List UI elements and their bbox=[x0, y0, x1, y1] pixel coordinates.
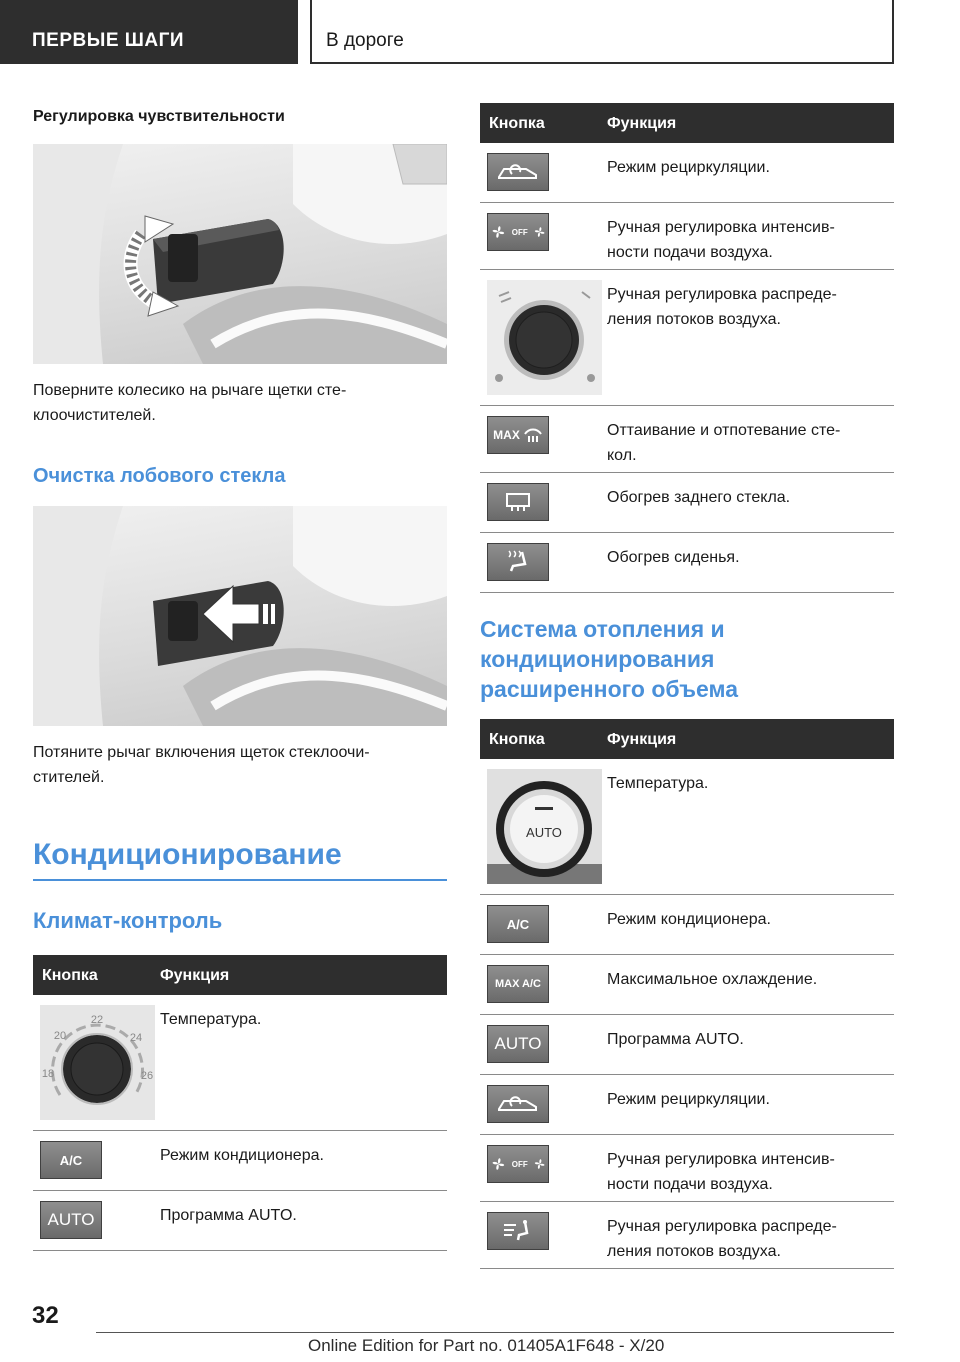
dial-label-22: 22 bbox=[90, 1014, 104, 1026]
row-function bbox=[607, 282, 886, 332]
row-function-line-1: Оттаивание и отпотевание сте- bbox=[607, 422, 841, 439]
table-row bbox=[33, 1131, 447, 1191]
col-function-header: Функция bbox=[160, 967, 230, 984]
extended-heading bbox=[480, 614, 738, 704]
row-function-line-2: ности подачи воздуха. bbox=[607, 244, 773, 261]
row-function-line-1: Ручная регулировка интенсив- bbox=[607, 219, 835, 236]
climate-heading: Климат-контроль bbox=[33, 908, 223, 933]
row-function-line-2: кол. bbox=[607, 447, 637, 464]
table-row bbox=[33, 1191, 447, 1251]
table-row bbox=[480, 1202, 894, 1269]
table-header bbox=[480, 103, 894, 143]
row-function bbox=[607, 418, 886, 468]
fan-intensity-icon bbox=[487, 213, 549, 251]
climate-buttons-table bbox=[480, 103, 894, 593]
rear-window-heating-icon bbox=[487, 483, 549, 521]
extended-heading-line-3: расширенного объема bbox=[480, 676, 739, 702]
recirculation-icon bbox=[487, 1085, 549, 1123]
table-header bbox=[480, 719, 894, 759]
recirculation-icon bbox=[487, 153, 549, 191]
row-function: Режим рециркуляции. bbox=[607, 159, 770, 176]
table-row bbox=[480, 406, 894, 473]
air-distribution-dial-image bbox=[487, 280, 602, 395]
seat-heating-icon bbox=[487, 543, 549, 581]
table-row bbox=[33, 995, 447, 1131]
col-function-header: Функция bbox=[607, 115, 677, 132]
sensitivity-text-1: Поверните колесико на рычаге щетки сте- bbox=[33, 382, 347, 399]
windshield-text-2: стителей. bbox=[33, 769, 105, 786]
extended-heading-line-1: Система отопления и bbox=[480, 616, 725, 642]
header-section-tab: ПЕРВЫЕ ШАГИ bbox=[0, 0, 298, 64]
ac-button-icon: A/C bbox=[40, 1141, 102, 1179]
row-function-line-1: Ручная регулировка интенсив- bbox=[607, 1151, 835, 1168]
footer-rule bbox=[96, 1332, 894, 1333]
table-row bbox=[480, 203, 894, 270]
table-row bbox=[480, 533, 894, 593]
col-button-header: Кнопка bbox=[489, 731, 545, 748]
col-button-header: Кнопка bbox=[489, 115, 545, 132]
row-function bbox=[607, 215, 886, 265]
row-function: Максимальное охлаждение. bbox=[607, 971, 818, 988]
dial-label-24: 24 bbox=[129, 1032, 143, 1044]
windshield-text-1: Потяните рычаг включения щеток стеклоочи- bbox=[33, 744, 370, 761]
row-function bbox=[607, 1214, 886, 1264]
table-row bbox=[480, 895, 894, 955]
table-row bbox=[480, 759, 894, 895]
page-number: 32 bbox=[32, 1302, 59, 1329]
row-function-line-2: ления потоков воздуха. bbox=[607, 311, 781, 328]
ac-button-icon: A/C bbox=[487, 905, 549, 943]
row-function-line-1: Ручная регулировка распреде- bbox=[607, 1218, 837, 1235]
ac-heading-rule bbox=[33, 879, 447, 881]
row-function: Обогрев заднего стекла. bbox=[607, 489, 791, 506]
auto-button-icon: AUTO bbox=[40, 1201, 102, 1239]
max-ac-button-icon: MAX A/C bbox=[487, 965, 549, 1003]
footer-edition: Online Edition for Part no. 01405A1F648 - X/20 bbox=[308, 1336, 665, 1355]
table-row bbox=[480, 1075, 894, 1135]
col-button-header: Кнопка bbox=[42, 967, 98, 984]
dial-label-20: 20 bbox=[53, 1030, 67, 1042]
row-function: Режим кондиционера. bbox=[160, 1147, 324, 1164]
max-defrost-icon bbox=[487, 416, 549, 454]
row-function bbox=[607, 1147, 886, 1197]
ac-heading: Кондиционирование bbox=[33, 838, 342, 871]
wiper-pull-photo bbox=[33, 506, 447, 726]
table-row bbox=[480, 473, 894, 533]
sensitivity-heading: Регулировка чувствительности bbox=[33, 108, 285, 125]
temperature-dial-image bbox=[40, 1005, 155, 1120]
row-function: Обогрев сиденья. bbox=[607, 549, 740, 566]
row-function: Температура. bbox=[160, 1011, 262, 1028]
sensitivity-text-2: клоочистителей. bbox=[33, 407, 156, 424]
fan-off-label: OFF bbox=[511, 1159, 528, 1169]
row-function: Режим рециркуляции. bbox=[607, 1091, 770, 1108]
air-distribution-icon bbox=[487, 1212, 549, 1250]
table-row bbox=[480, 143, 894, 203]
col-function-header: Функция bbox=[607, 731, 677, 748]
dial-label-18: 18 bbox=[41, 1068, 55, 1080]
extended-heading-line-2: кондиционирования bbox=[480, 646, 715, 672]
climate-control-table bbox=[33, 955, 447, 1251]
dial-label-26: 26 bbox=[140, 1070, 154, 1082]
table-header bbox=[33, 955, 447, 995]
wiper-sensitivity-photo bbox=[33, 144, 447, 364]
auto-dial-label: AUTO bbox=[526, 825, 562, 840]
table-row bbox=[480, 270, 894, 406]
header-chapter-tab: В дороге bbox=[310, 0, 894, 64]
auto-button-icon: AUTO bbox=[487, 1025, 549, 1063]
row-function-line-2: ности подачи воздуха. bbox=[607, 1176, 773, 1193]
auto-dial-image bbox=[487, 769, 602, 884]
row-function: Режим кондиционера. bbox=[607, 911, 771, 928]
fan-off-label: OFF bbox=[511, 227, 528, 237]
fan-intensity-icon bbox=[487, 1145, 549, 1183]
table-row bbox=[480, 1135, 894, 1202]
row-function-line-2: ления потоков воздуха. bbox=[607, 1243, 781, 1260]
row-function: Температура. bbox=[607, 775, 709, 792]
row-function: Программа AUTO. bbox=[160, 1207, 297, 1224]
table-row bbox=[480, 955, 894, 1015]
row-function-line-1: Ручная регулировка распреде- bbox=[607, 286, 837, 303]
extended-climate-table bbox=[480, 719, 894, 1269]
table-row bbox=[480, 1015, 894, 1075]
max-label: MAX bbox=[493, 428, 520, 442]
windshield-heading: Очистка лобового стекла bbox=[33, 465, 286, 487]
row-function: Программа AUTO. bbox=[607, 1031, 744, 1048]
